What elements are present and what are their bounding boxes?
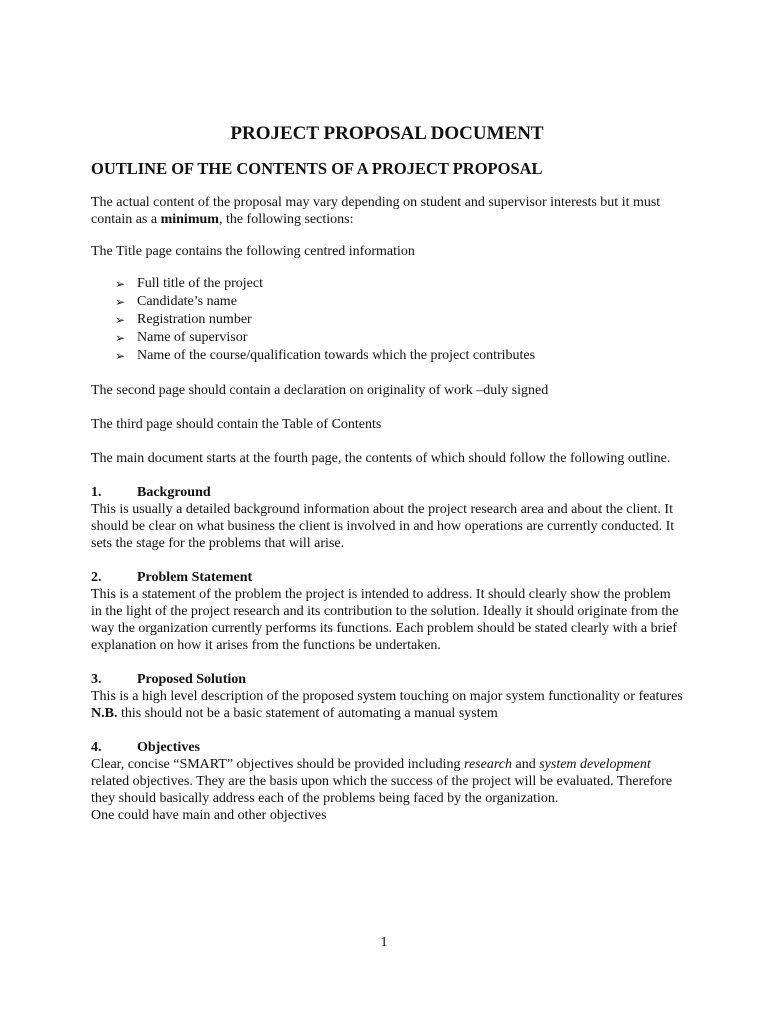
- section-body: [91, 756, 683, 807]
- intro-text-end: , the following sections:: [218, 212, 354, 227]
- list-item-text: Registration number: [137, 312, 252, 327]
- section-note: [91, 705, 683, 722]
- section-heading: [91, 739, 683, 756]
- arrowhead-right-icon: ➢: [115, 295, 126, 309]
- body-italic-research: research: [464, 757, 512, 772]
- intro-bold-minimum: minimum: [160, 212, 219, 227]
- page-number: 1: [380, 935, 388, 950]
- list-item: [115, 347, 683, 365]
- section-body: This is usually a detailed background information about the project research area and about the client. It should be clear on what business the client is involved in and how operations are currently conducted. It sets the stage for the problems that will arise.: [91, 502, 675, 551]
- arrowhead-right-icon: ➢: [115, 277, 126, 291]
- section-number: 1.: [91, 485, 102, 500]
- list-item-text: Name of supervisor: [137, 330, 248, 345]
- section-body: This is a high level description of the proposed system touching on major system functionality or features: [91, 689, 683, 704]
- arrowhead-right-icon: ➢: [115, 349, 126, 363]
- section-body: This is a statement of the problem the project is intended to address. It should clearly show the problem in the light of the project research and its contribution to the solution. Ideally it should originate from the way the organization currently performs its functions. Each problem should be stated clearly with a brief explanation on how it arises from the functions be undertaken.: [91, 587, 679, 653]
- section-title: Proposed Solution: [137, 672, 247, 687]
- section-extra: One could have main and other objectives: [91, 808, 327, 823]
- title-page-list: [91, 275, 683, 365]
- body-italic-system-development: system development: [539, 757, 651, 772]
- title-page-intro: The Title page contains the following centred information: [91, 244, 415, 259]
- list-item: [115, 293, 683, 311]
- section-title: Problem Statement: [137, 570, 253, 585]
- section-problem-statement: [91, 569, 683, 654]
- document-subtitle: OUTLINE OF THE CONTENTS OF A PROJECT PROPOSAL: [91, 159, 543, 178]
- note-label: N.B.: [91, 706, 118, 721]
- section-title: Objectives: [137, 740, 200, 755]
- intro-paragraph: [91, 194, 683, 228]
- section-background: [91, 484, 683, 552]
- list-item: [115, 311, 683, 329]
- list-item-text: Candidate’s name: [137, 294, 237, 309]
- section-heading: [91, 671, 683, 688]
- section-title: Background: [137, 485, 211, 500]
- main-document-paragraph: The main document starts at the fourth page, the contents of which should follow the following outline.: [91, 451, 671, 466]
- intro-text: The actual content of the proposal may vary depending on student and supervisor interests but it must contain as a: [91, 195, 661, 227]
- list-item-text: Name of the course/qualification towards which the project contributes: [137, 348, 536, 363]
- second-page-paragraph: The second page should contain a declaration on originality of work –duly signed: [91, 383, 549, 398]
- section-proposed-solution: [91, 671, 683, 722]
- body-text: and: [511, 757, 540, 772]
- document-content: [91, 122, 683, 824]
- section-heading: [91, 484, 683, 501]
- section-number: 4.: [91, 740, 102, 755]
- arrowhead-right-icon: ➢: [115, 313, 126, 327]
- body-text: Clear, concise “SMART” objectives should be provided including: [91, 757, 465, 772]
- list-item: [115, 275, 683, 293]
- section-number: 2.: [91, 570, 102, 585]
- section-objectives: [91, 739, 683, 824]
- third-page-paragraph: The third page should contain the Table of Contents: [91, 417, 382, 432]
- list-item: [115, 329, 683, 347]
- section-heading: [91, 569, 683, 586]
- document-title: PROJECT PROPOSAL DOCUMENT: [230, 123, 544, 144]
- arrowhead-right-icon: ➢: [115, 331, 126, 345]
- section-number: 3.: [91, 672, 102, 687]
- list-item-text: Full title of the project: [137, 276, 263, 291]
- note-text: this should not be a basic statement of automating a manual system: [117, 706, 498, 721]
- body-text: related objectives. They are the basis upon which the success of the project will be evaluated. Therefore they should basically address each of the problems being faced by the organization.: [91, 774, 673, 806]
